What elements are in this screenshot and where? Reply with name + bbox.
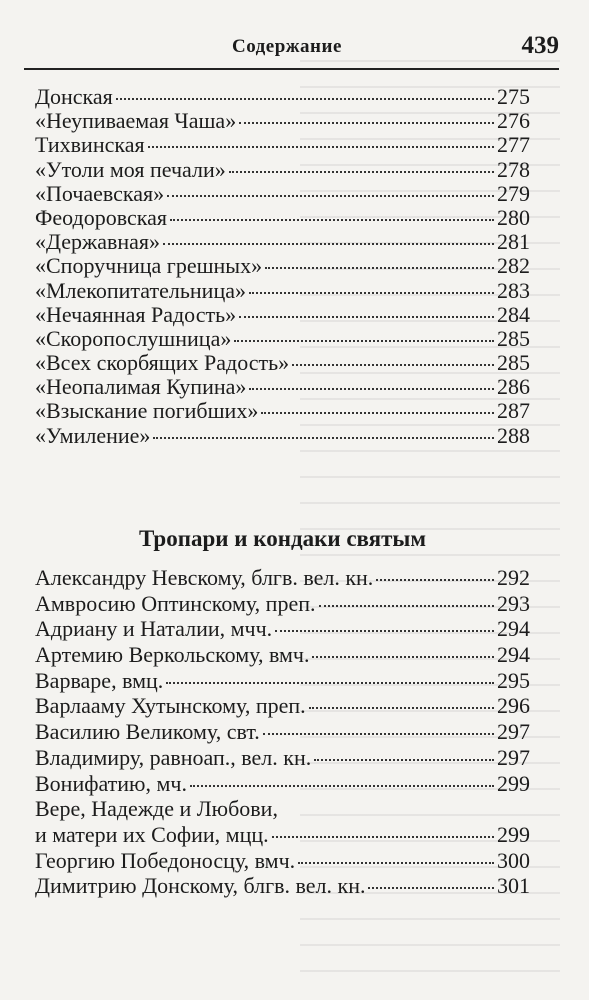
toc-entry-title: Димитрию Донскому, блгв. вел. кн. xyxy=(35,873,366,899)
dot-leader xyxy=(275,630,494,632)
dot-leader xyxy=(309,707,494,709)
toc-entry-page: 288 xyxy=(497,422,530,448)
dot-leader xyxy=(163,243,494,245)
dot-leader xyxy=(298,862,494,864)
dot-leader xyxy=(261,412,494,414)
toc-entry-page: 299 xyxy=(497,770,530,796)
toc-entry-title: «Почаевская» xyxy=(35,180,165,206)
toc-section-icons xyxy=(35,85,530,448)
toc-entry-page: 285 xyxy=(497,350,530,376)
section-heading: Тропари и кондаки святым xyxy=(138,526,427,551)
toc-entry-page: 296 xyxy=(497,693,530,719)
toc-entry-title: Амвросию Оптинскому, преп. xyxy=(35,590,316,616)
running-header xyxy=(24,30,559,70)
dot-leader xyxy=(229,171,494,173)
toc-entry xyxy=(35,669,530,695)
toc-entry xyxy=(35,617,530,643)
toc-entry-page: 281 xyxy=(497,229,530,255)
toc-entry-title: и матери их Софии, мцц. xyxy=(35,821,269,847)
toc-entry-title: Феодоровская xyxy=(35,204,167,230)
toc-entry xyxy=(35,182,530,206)
toc-entry xyxy=(35,85,530,109)
dot-leader xyxy=(314,759,494,761)
toc-entry-title: Адриану и Наталии, мчч. xyxy=(35,616,273,642)
toc-entry xyxy=(35,592,530,618)
toc-entry xyxy=(35,133,530,157)
running-header-title: Содержание xyxy=(232,36,342,57)
dot-leader xyxy=(239,316,494,318)
dot-leader xyxy=(376,579,494,581)
toc-entry-page: 279 xyxy=(497,180,530,206)
dot-leader xyxy=(292,364,494,366)
toc-entry xyxy=(35,327,530,351)
toc-entry xyxy=(35,566,530,592)
toc-entry-title: «Всех скорбящих Радость» xyxy=(35,350,290,376)
toc-entry xyxy=(35,230,530,254)
toc-entry-page: 285 xyxy=(497,325,530,351)
toc-entry-title: «Неупиваемая Чаша» xyxy=(35,108,237,134)
dot-leader xyxy=(239,122,494,124)
toc-entry xyxy=(35,694,530,720)
page-number: 439 xyxy=(521,32,559,59)
toc-entry-title: «Млекопитательница» xyxy=(35,277,246,303)
toc-entry-page: 294 xyxy=(497,616,530,642)
toc-entry-page: 286 xyxy=(497,374,530,400)
toc-entry xyxy=(35,375,530,399)
toc-entry xyxy=(35,399,530,423)
toc-entry xyxy=(35,109,530,133)
toc-entry-title: Георгию Победоносцу, вмч. xyxy=(35,847,296,873)
dot-leader xyxy=(167,195,494,197)
toc-entry-page: 284 xyxy=(497,301,530,327)
dot-leader xyxy=(148,146,494,148)
toc-entry-page: 293 xyxy=(497,590,530,616)
toc-entry-page: 292 xyxy=(497,565,530,590)
dot-leader xyxy=(249,292,494,294)
toc-entry xyxy=(35,849,530,875)
toc-entry xyxy=(35,158,530,182)
dot-leader xyxy=(272,836,494,838)
toc-entry-title: Донская xyxy=(35,84,113,109)
toc-entry-page: 276 xyxy=(497,108,530,134)
toc-entry xyxy=(35,254,530,278)
toc-entry-page: 294 xyxy=(497,642,530,668)
toc-entry-title: «Нечаянная Радость» xyxy=(35,301,237,327)
toc-entry-page: 277 xyxy=(497,132,530,158)
dot-leader xyxy=(249,388,494,390)
toc-entry xyxy=(35,279,530,303)
dot-leader xyxy=(116,98,494,100)
toc-entry xyxy=(35,720,530,746)
toc-entry-title: «Споручница грешных» xyxy=(35,253,263,279)
dot-leader xyxy=(319,605,495,607)
toc-entry xyxy=(35,823,530,849)
dot-leader xyxy=(263,733,494,735)
toc-entry xyxy=(35,303,530,327)
toc-entry-page: 301 xyxy=(497,873,530,899)
toc-section-saints xyxy=(35,566,530,900)
toc-entry-page: 297 xyxy=(497,744,530,770)
dot-leader xyxy=(190,785,494,787)
toc-entry-title: Вере, Надежде и Любови, xyxy=(35,796,278,822)
dot-leader xyxy=(234,340,494,342)
toc-entry-title: «Скоропослушница» xyxy=(35,325,232,351)
toc-entry xyxy=(35,746,530,772)
toc-entry-title: «Неопалимая Купина» xyxy=(35,374,247,400)
toc-entry-page: 300 xyxy=(497,847,530,873)
toc-entry-title: «Взыскание погибших» xyxy=(35,398,259,424)
toc-entry-title: «Утоли моя печали» xyxy=(35,156,226,182)
header-rule xyxy=(24,68,559,70)
toc-entry xyxy=(35,874,530,900)
toc-entry xyxy=(35,206,530,230)
toc-entry-title: Тихвинская xyxy=(35,132,145,158)
toc-entry-title: Василию Великому, свт. xyxy=(35,719,260,745)
toc-entry-page: 299 xyxy=(497,821,530,847)
toc-entry-title: Артемию Веркольскому, вмч. xyxy=(35,642,310,668)
toc-entry-page: 278 xyxy=(497,156,530,182)
toc-entry xyxy=(35,772,530,798)
dot-leader xyxy=(153,437,494,439)
toc-entry-page: 275 xyxy=(497,84,530,109)
toc-entry-title: Варваре, вмц. xyxy=(35,667,164,693)
dot-leader xyxy=(170,219,494,221)
toc-entry-page: 295 xyxy=(497,667,530,693)
toc-entry-title: «Умиление» xyxy=(35,422,151,448)
dot-leader xyxy=(312,656,494,658)
toc-entry-title: «Державная» xyxy=(35,229,161,255)
toc-entry-page: 297 xyxy=(497,719,530,745)
dot-leader xyxy=(166,682,494,684)
toc-entry xyxy=(35,351,530,375)
toc-entry-title: Вонифатию, мч. xyxy=(35,770,187,796)
toc-entry-page: 280 xyxy=(497,204,530,230)
toc-entry xyxy=(35,797,530,823)
toc-entry-page: 282 xyxy=(497,253,530,279)
toc-entry-title: Александру Невскому, блгв. вел. кн. xyxy=(35,565,374,590)
toc-entry-page: 287 xyxy=(497,398,530,424)
dot-leader xyxy=(265,267,494,269)
toc-entry xyxy=(35,643,530,669)
dot-leader xyxy=(368,887,494,889)
toc-entry xyxy=(35,424,530,448)
toc-entry-title: Владимиру, равноап., вел. кн. xyxy=(35,744,312,770)
toc-entry-page: 283 xyxy=(497,277,530,303)
toc-entry-title: Варлааму Хутынскому, преп. xyxy=(35,693,306,719)
